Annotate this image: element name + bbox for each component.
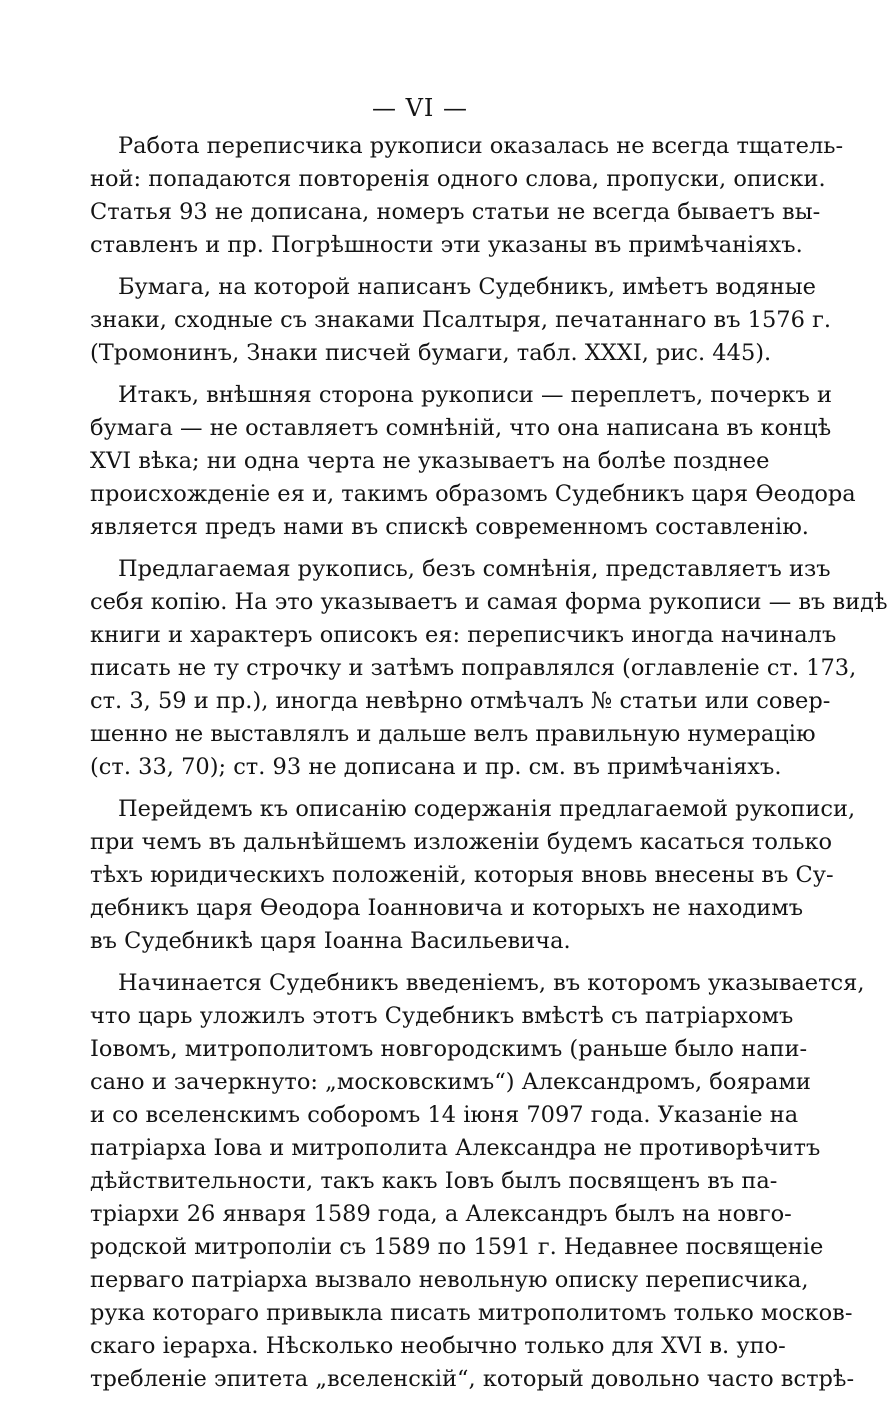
text-line: Бумага, на которой написанъ Судебникъ, имѣетъ водяные [118,274,816,300]
paragraph [90,271,832,370]
text-line: знаки, сходные съ знаками Псалтыря, печатаннаго въ 1576 г. [90,307,832,333]
text-line: является предъ нами въ спискѣ современномъ составленію. [90,514,809,540]
page-number: — VI — [371,94,469,122]
text-line: дѣйствительности, такъ какъ Іовъ былъ посвященъ въ па- [90,1168,778,1194]
text-line: при чемъ въ дальнѣйшемъ изложеніи будемъ касаться только [90,829,833,855]
text-line: ст. 3, 59 и пр.), иногда невѣрно отмѣчалъ № статьи или совер- [90,688,831,714]
paragraph [90,379,856,544]
text-line: сано и зачеркнуто: „московскимъ“) Александромъ, боярами [90,1069,811,1095]
text-line: Предлагаемая рукопись, безъ сомнѣнія, представляетъ изъ [118,556,831,582]
text-line: (Тромонинъ, Знаки писчей бумаги, табл. XXXI, рис. 445). [90,340,772,366]
document-body [90,130,888,1405]
text-line: требленіе эпитета „вселенскій“, который довольно часто встрѣ- [90,1366,855,1392]
text-line: тріархи 26 января 1589 года, а Александръ былъ на новго- [90,1201,792,1227]
text-line: Работа переписчика рукописи оказалась не всегда тщатель- [118,133,844,159]
text-line: скаго іерарха. Нѣсколько необычно только для XVI в. упо- [90,1333,786,1359]
text-line: (ст. 33, 70); ст. 93 не дописана и пр. см. въ примѣчаніяхъ. [90,754,782,780]
text-line: происхожденіе ея и, такимъ образомъ Судебникъ царя Ѳеодора [90,481,856,507]
text-line: патріарха Іова и митрополита Александра не противорѣчитъ [90,1135,821,1161]
text-line: Перейдемъ къ описанію содержанія предлагаемой рукописи, [118,796,856,822]
text-line: XVI вѣка; ни одна черта не указываетъ на болѣе позднее [90,448,770,474]
text-line: ной: попадаются повторенія одного слова, пропуски, описки. [90,166,826,192]
text-line: ставленъ и пр. Погрѣшности эти указаны въ примѣчаніяхъ. [90,232,803,258]
text-line: бумага — не оставляетъ сомнѣній, что она написана въ концѣ [90,415,832,441]
text-line: тѣхъ юридическихъ положеній, которыя вновь внесены въ Су- [90,862,834,888]
text-line: шенно не выставлялъ и дальше велъ правильную нумерацію [90,721,816,747]
text-line: Начинается Судебникъ введеніемъ, въ которомъ указывается, [118,970,865,996]
paragraph [90,967,865,1396]
text-line: Іовомъ, митрополитомъ новгородскимъ (раньше было напи- [90,1036,808,1062]
text-line: Итакъ, внѣшняя сторона рукописи — переплетъ, почеркъ и [118,382,832,408]
text-line: книги и характеръ описокъ ея: переписчикъ иногда начиналъ [90,622,837,648]
text-line: перваго патріарха вызвало невольную описку переписчика, [90,1267,809,1293]
text-line: себя копію. На это указываетъ и самая форма рукописи — въ видѣ [90,589,888,615]
text-line: въ Судебникѣ царя Іоанна Васильевича. [90,928,571,954]
text-line: Статья 93 не дописана, номеръ статьи не всегда бываетъ вы- [90,199,821,225]
paragraph [90,130,844,262]
text-line: рука котораго привыкла писать митрополитомъ только москов- [90,1300,853,1326]
text-line: писать не ту строчку и затѣмъ поправлялся (оглавленіе ст. 173, [90,655,857,681]
paragraph [90,793,856,958]
text-line: родской митрополіи съ 1589 по 1591 г. Недавнее посвященіе [90,1234,824,1260]
text-line: дебникъ царя Ѳеодора Іоанновича и которыхъ не находимъ [90,895,804,921]
text-line: и со вселенскимъ соборомъ 14 іюня 7097 года. Указаніе на [90,1102,799,1128]
paragraph [90,553,888,784]
text-line: что царь уложилъ этотъ Судебникъ вмѣстѣ съ патріархомъ [90,1003,794,1029]
